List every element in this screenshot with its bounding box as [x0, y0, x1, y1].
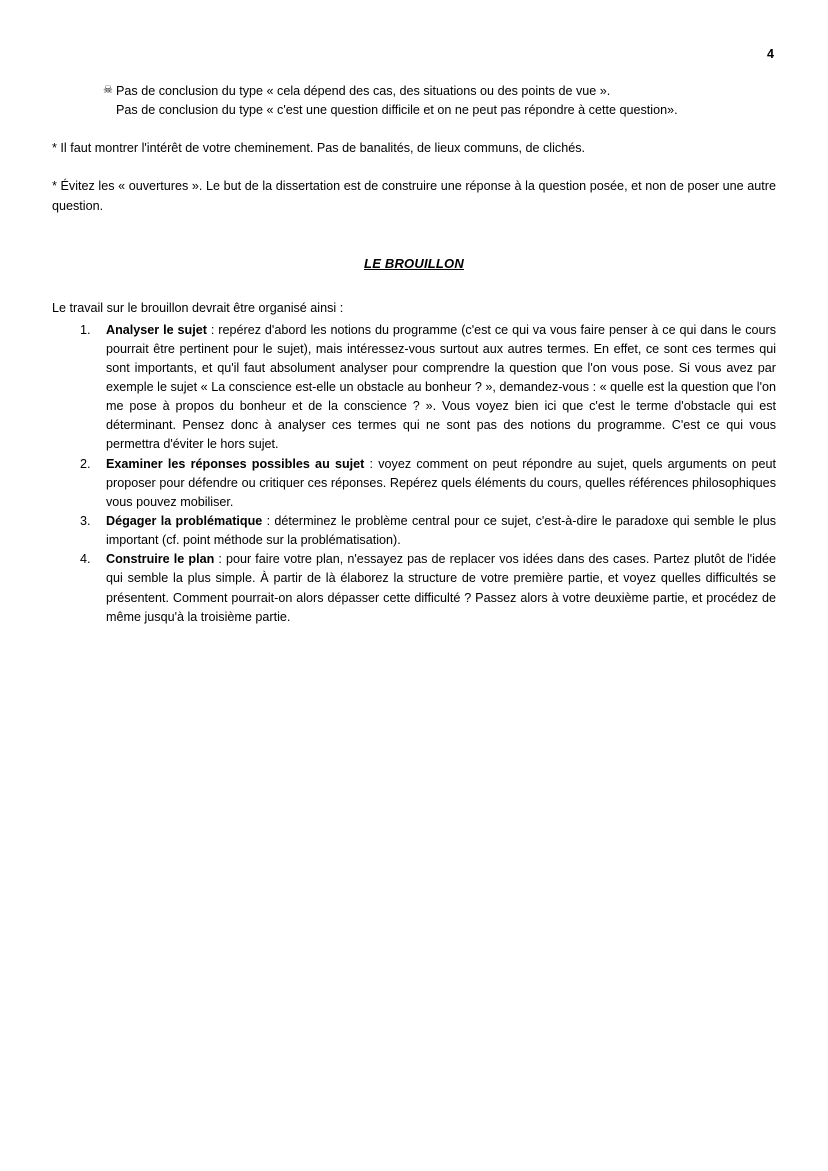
bullet-list — [103, 82, 776, 120]
step-lead: Dégager la problématique — [106, 514, 263, 528]
section-title-le-brouillon: LE BROUILLON — [364, 255, 464, 271]
list-item — [52, 321, 776, 455]
skull-bullet-icon: ☠ — [103, 84, 113, 96]
steps-list — [52, 321, 776, 627]
spacer — [52, 242, 776, 254]
spacer — [52, 158, 776, 177]
bullet-item — [103, 101, 776, 120]
page-number: 4 — [767, 47, 774, 61]
document-body — [52, 82, 776, 627]
bullet-item — [103, 82, 776, 101]
step-lead: Construire le plan — [106, 552, 215, 567]
step-lead: Analyser le sujet — [106, 322, 207, 337]
intro-line: Le travail sur le brouillon devrait être organisé ainsi : — [52, 301, 344, 316]
spacer — [52, 216, 776, 242]
step-body: : pour faire votre plan, n'essayez pas de replacer vos idées dans des cases. Partez plutôt de l'idée qui semble la plus simple. À partir de là élaborez la structure de votre première partie, et voyez quelles difficultés se présentent. Comment pourrait-on alors dépasser cette difficulté ? Passez alors à votre deuxième partie, et procédez de même jusqu'à la troisième partie. — [106, 552, 776, 624]
bullet-text: Pas de conclusion du type « c'est une question difficile et on ne peut pas répondre à cette question». — [116, 103, 678, 118]
step-body: : déterminez le problème central pour ce sujet, c'est-à-dire le paradoxe qui semble le plus important (cf. point méthode sur la problématisation). — [106, 514, 776, 548]
step-body: : voyez comment on peut répondre au sujet, quels arguments on peut proposer pour défendre ou critiquer ces réponses. Repérez quels éléments du cours, quelles références philosophiques vous pouvez mobiliser. — [106, 456, 776, 509]
spacer — [52, 273, 776, 299]
list-item — [52, 512, 776, 550]
step-body: : repérez d'abord les notions du programme (c'est ce qui va vous faire penser à ce qui dans le cours pourrait être pertinent pour le sujet), mais intéressez-vous surtout aux autres termes. En effet, ce sont ces termes qui sont importants, et qu'il faut absolument analyser pour comprendre la question que l'on vous pose. Si vous avez par exemple le sujet « La conscience est-elle un obstacle au bonheur ? », demandez-vous : « quelle est la question que l'on me pose à propos du bonheur et de la conscience ? ». Vous voyez bien ici que c'est le terme d'obstacle qui est déterminant. Pensez donc à analyser ces termes qui ne sont pas des notions du programme. C'est ce qui vous permettra d'éviter le hors sujet. — [106, 322, 776, 452]
paragraph-ouvertures: * Évitez les « ouvertures ». Le but de la dissertation est de construire une réponse à la question posée, et non de poser une autre question. — [52, 179, 776, 213]
bullet-text: Pas de conclusion du type « cela dépend des cas, des situations ou des points de vue ». — [116, 84, 611, 98]
spacer — [52, 120, 776, 139]
paragraph-interet: * Il faut montrer l'intérêt de votre cheminement. Pas de banalités, de lieux communs, de clichés. — [52, 141, 586, 156]
list-item — [52, 455, 776, 512]
list-item — [52, 550, 776, 627]
step-lead: Examiner les réponses possibles au sujet — [106, 456, 365, 471]
